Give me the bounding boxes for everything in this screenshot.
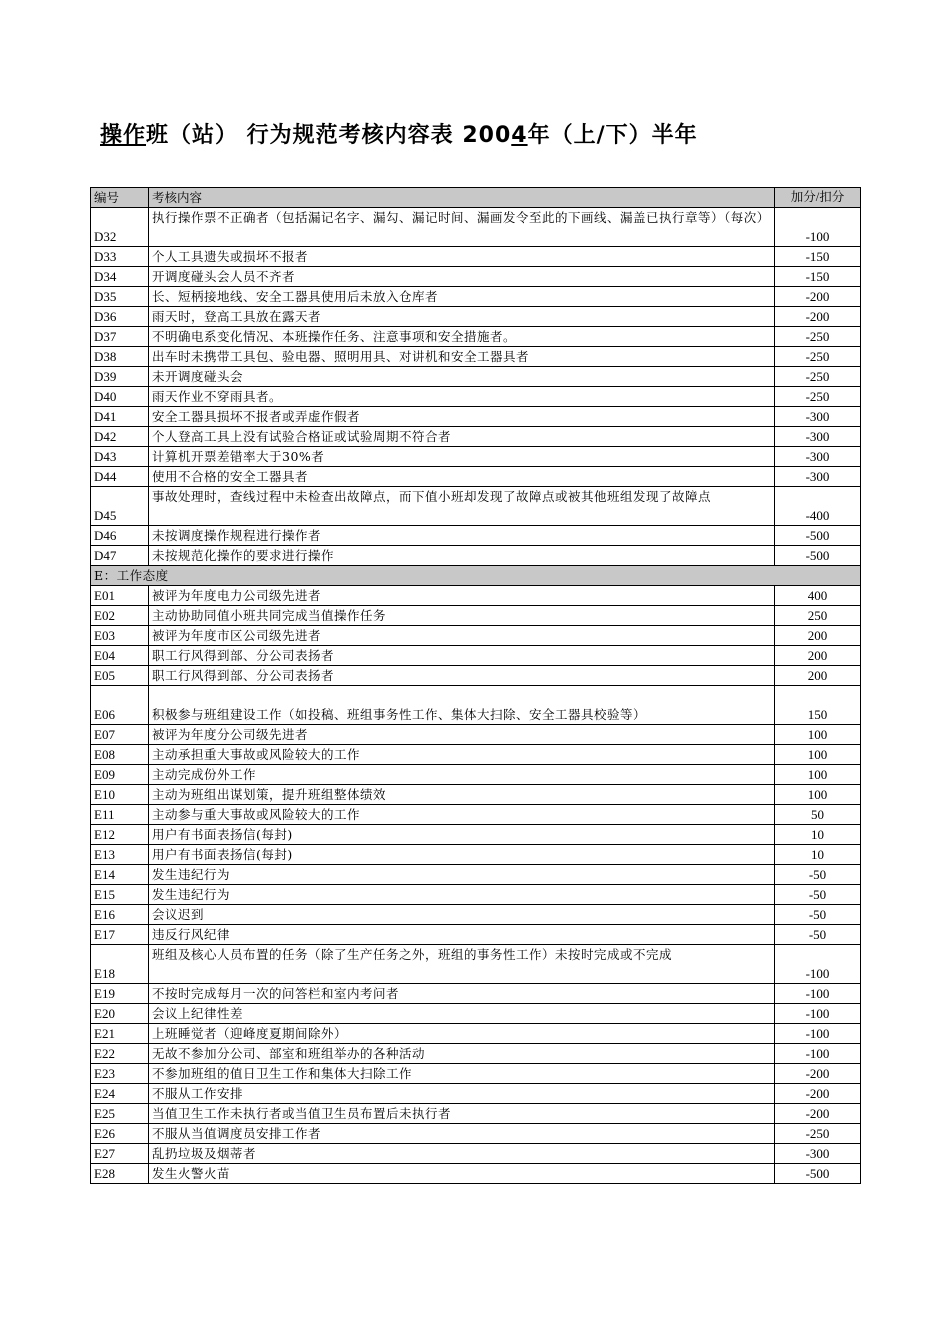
title-period: 年（上/下）半年 bbox=[527, 123, 698, 148]
row-code: E17 bbox=[91, 925, 149, 945]
row-code: D45 bbox=[91, 487, 149, 526]
row-score: -50 bbox=[775, 885, 861, 905]
row-code: E28 bbox=[91, 1164, 149, 1184]
row-code: E22 bbox=[91, 1044, 149, 1064]
table-row bbox=[91, 666, 861, 686]
title-department: 操作 bbox=[100, 123, 147, 148]
row-code: E20 bbox=[91, 1004, 149, 1024]
row-content: 不按时完成每月一次的问答栏和室内考问者 bbox=[149, 984, 775, 1004]
row-content: 无故不参加分公司、部室和班组举办的各种活动 bbox=[149, 1044, 775, 1064]
section-row bbox=[91, 566, 861, 586]
row-code: D37 bbox=[91, 327, 149, 347]
table-row bbox=[91, 606, 861, 626]
table-row bbox=[91, 387, 861, 407]
row-score: -200 bbox=[775, 307, 861, 327]
row-score: -300 bbox=[775, 447, 861, 467]
table-row bbox=[91, 467, 861, 487]
table-row bbox=[91, 407, 861, 427]
row-score: -500 bbox=[775, 526, 861, 546]
table-row bbox=[91, 945, 861, 984]
row-code: E09 bbox=[91, 765, 149, 785]
table-row bbox=[91, 745, 861, 765]
table-row bbox=[91, 347, 861, 367]
row-code: E07 bbox=[91, 725, 149, 745]
row-code: D46 bbox=[91, 526, 149, 546]
row-content: 职工行风得到部、分公司表扬者 bbox=[149, 666, 775, 686]
row-score: 150 bbox=[775, 686, 861, 725]
row-code: E25 bbox=[91, 1104, 149, 1124]
row-score: 10 bbox=[775, 845, 861, 865]
row-code: E14 bbox=[91, 865, 149, 885]
table-row bbox=[91, 1064, 861, 1084]
row-score: -400 bbox=[775, 487, 861, 526]
row-score: -500 bbox=[775, 1164, 861, 1184]
row-score: -150 bbox=[775, 267, 861, 287]
row-content: 被评为年度分公司级先进者 bbox=[149, 725, 775, 745]
table-row bbox=[91, 1004, 861, 1024]
row-code: E24 bbox=[91, 1084, 149, 1104]
row-code: D32 bbox=[91, 208, 149, 247]
row-content: 用户有书面表扬信(每封) bbox=[149, 845, 775, 865]
table-row bbox=[91, 905, 861, 925]
row-content: 积极参与班组建设工作（如投稿、班组事务性工作、集体大扫除、安全工器具校验等） bbox=[149, 686, 775, 725]
row-score: -300 bbox=[775, 1144, 861, 1164]
header-code: 编号 bbox=[91, 188, 149, 208]
row-score: -500 bbox=[775, 546, 861, 566]
row-code: E18 bbox=[91, 945, 149, 984]
row-content: 主动承担重大事故或风险较大的工作 bbox=[149, 745, 775, 765]
row-score: 250 bbox=[775, 606, 861, 626]
row-score: 100 bbox=[775, 745, 861, 765]
row-score: 400 bbox=[775, 586, 861, 606]
row-content: 事故处理时，查线过程中未检查出故障点，而下值小班却发现了故障点或被其他班组发现了故障点 bbox=[149, 487, 775, 526]
row-content: 计算机开票差错率大于30%者 bbox=[149, 447, 775, 467]
row-code: D38 bbox=[91, 347, 149, 367]
row-content: 未按规范化操作的要求进行操作 bbox=[149, 546, 775, 566]
row-code: D39 bbox=[91, 367, 149, 387]
row-content: 乱扔垃圾及烟蒂者 bbox=[149, 1144, 775, 1164]
table-row bbox=[91, 427, 861, 447]
row-score: 200 bbox=[775, 666, 861, 686]
row-content: 被评为年度电力公司级先进者 bbox=[149, 586, 775, 606]
row-content: 职工行风得到部、分公司表扬者 bbox=[149, 646, 775, 666]
row-content: 安全工器具损坏不报者或弄虚作假者 bbox=[149, 407, 775, 427]
row-content: 发生违纪行为 bbox=[149, 885, 775, 905]
row-score: -50 bbox=[775, 865, 861, 885]
table-row bbox=[91, 586, 861, 606]
table-row bbox=[91, 367, 861, 387]
row-score: 100 bbox=[775, 725, 861, 745]
row-content: 主动为班组出谋划策，提升班组整体绩效 bbox=[149, 785, 775, 805]
row-content: 主动协助同值小班共同完成当值操作任务 bbox=[149, 606, 775, 626]
row-code: E01 bbox=[91, 586, 149, 606]
row-code: D41 bbox=[91, 407, 149, 427]
row-content: 会议上纪律性差 bbox=[149, 1004, 775, 1024]
table-row bbox=[91, 1144, 861, 1164]
row-code: E02 bbox=[91, 606, 149, 626]
row-code: E11 bbox=[91, 805, 149, 825]
row-content: 个人登高工具上没有试验合格证或试验周期不符合者 bbox=[149, 427, 775, 447]
table-row bbox=[91, 1124, 861, 1144]
row-score: -250 bbox=[775, 327, 861, 347]
row-score: 50 bbox=[775, 805, 861, 825]
row-content: 被评为年度市区公司级先进者 bbox=[149, 626, 775, 646]
table-row bbox=[91, 208, 861, 247]
table-row bbox=[91, 825, 861, 845]
table-row bbox=[91, 686, 861, 725]
table-row bbox=[91, 1044, 861, 1064]
row-score: -100 bbox=[775, 208, 861, 247]
table-row bbox=[91, 925, 861, 945]
row-content: 使用不合格的安全工器具者 bbox=[149, 467, 775, 487]
row-score: -100 bbox=[775, 945, 861, 984]
table-row bbox=[91, 247, 861, 267]
header-content: 考核内容 bbox=[149, 188, 775, 208]
section-title: E：工作态度 bbox=[91, 566, 861, 586]
row-code: D36 bbox=[91, 307, 149, 327]
row-score: -50 bbox=[775, 905, 861, 925]
table-row bbox=[91, 845, 861, 865]
table-row bbox=[91, 725, 861, 745]
row-code: E26 bbox=[91, 1124, 149, 1144]
row-code: E21 bbox=[91, 1024, 149, 1044]
row-code: D34 bbox=[91, 267, 149, 287]
row-score: 200 bbox=[775, 626, 861, 646]
row-content: 执行操作票不正确者（包括漏记名字、漏勾、漏记时间、漏画发令至此的下画线、漏盖已执行章等）（每次） bbox=[149, 208, 775, 247]
row-content: 班组及核心人员布置的任务（除了生产任务之外，班组的事务性工作）未按时完成或不完成 bbox=[149, 945, 775, 984]
row-code: E23 bbox=[91, 1064, 149, 1084]
table-row bbox=[91, 865, 861, 885]
row-score: -250 bbox=[775, 387, 861, 407]
row-score: 100 bbox=[775, 765, 861, 785]
table-row bbox=[91, 487, 861, 526]
row-score: -200 bbox=[775, 1104, 861, 1124]
row-content: 不参加班组的值日卫生工作和集体大扫除工作 bbox=[149, 1064, 775, 1084]
row-score: -200 bbox=[775, 287, 861, 307]
row-code: D43 bbox=[91, 447, 149, 467]
row-content: 雨天作业不穿雨具者。 bbox=[149, 387, 775, 407]
row-score: 200 bbox=[775, 646, 861, 666]
row-content: 开调度碰头会人员不齐者 bbox=[149, 267, 775, 287]
row-score: -200 bbox=[775, 1064, 861, 1084]
table-row bbox=[91, 1024, 861, 1044]
row-code: E12 bbox=[91, 825, 149, 845]
table-row bbox=[91, 447, 861, 467]
table-row bbox=[91, 287, 861, 307]
row-score: -300 bbox=[775, 467, 861, 487]
table-row bbox=[91, 646, 861, 666]
row-code: D40 bbox=[91, 387, 149, 407]
row-code: D33 bbox=[91, 247, 149, 267]
row-code: D44 bbox=[91, 467, 149, 487]
row-score: -100 bbox=[775, 984, 861, 1004]
row-content: 个人工具遗失或损坏不报者 bbox=[149, 247, 775, 267]
row-code: E03 bbox=[91, 626, 149, 646]
table-row bbox=[91, 1164, 861, 1184]
row-score: -250 bbox=[775, 367, 861, 387]
row-code: E13 bbox=[91, 845, 149, 865]
row-content: 不服从工作安排 bbox=[149, 1084, 775, 1104]
row-score: -150 bbox=[775, 247, 861, 267]
title-year-digit: 4 bbox=[511, 123, 528, 148]
table-row bbox=[91, 805, 861, 825]
row-code: E16 bbox=[91, 905, 149, 925]
row-content: 雨天时，登高工具放在露天者 bbox=[149, 307, 775, 327]
row-content: 违反行风纪律 bbox=[149, 925, 775, 945]
title-main: 班（站） 行为规范考核内容表 200 bbox=[146, 123, 512, 148]
row-score: -50 bbox=[775, 925, 861, 945]
row-content: 未开调度碰头会 bbox=[149, 367, 775, 387]
row-score: -250 bbox=[775, 347, 861, 367]
row-code: E05 bbox=[91, 666, 149, 686]
row-code: E27 bbox=[91, 1144, 149, 1164]
table-row bbox=[91, 885, 861, 905]
row-score: -100 bbox=[775, 1024, 861, 1044]
table-row bbox=[91, 765, 861, 785]
row-score: -100 bbox=[775, 1004, 861, 1024]
row-content: 主动参与重大事故或风险较大的工作 bbox=[149, 805, 775, 825]
row-content: 不明确电系变化情况、本班操作任务、注意事项和安全措施者。 bbox=[149, 327, 775, 347]
row-score: -100 bbox=[775, 1044, 861, 1064]
row-content: 不服从当值调度员安排工作者 bbox=[149, 1124, 775, 1144]
row-content: 主动完成份外工作 bbox=[149, 765, 775, 785]
row-content: 出车时未携带工具包、验电器、照明用具、对讲机和安全工器具者 bbox=[149, 347, 775, 367]
header-score: 加分/扣分 bbox=[775, 188, 861, 208]
row-code: E15 bbox=[91, 885, 149, 905]
row-code: E08 bbox=[91, 745, 149, 765]
row-content: 未按调度操作规程进行操作者 bbox=[149, 526, 775, 546]
row-content: 发生违纪行为 bbox=[149, 865, 775, 885]
row-score: 10 bbox=[775, 825, 861, 845]
table-row bbox=[91, 327, 861, 347]
row-code: E19 bbox=[91, 984, 149, 1004]
table-row bbox=[91, 546, 861, 566]
table-row bbox=[91, 307, 861, 327]
table-row bbox=[91, 526, 861, 546]
page-title bbox=[100, 118, 698, 149]
row-code: E06 bbox=[91, 686, 149, 725]
table-row bbox=[91, 626, 861, 646]
row-content: 长、短柄接地线、安全工器具使用后未放入仓库者 bbox=[149, 287, 775, 307]
row-code: D47 bbox=[91, 546, 149, 566]
row-score: -300 bbox=[775, 407, 861, 427]
table-row bbox=[91, 1084, 861, 1104]
row-code: D35 bbox=[91, 287, 149, 307]
row-score: -250 bbox=[775, 1124, 861, 1144]
table-row bbox=[91, 267, 861, 287]
table-header-row bbox=[91, 188, 861, 208]
row-code: E10 bbox=[91, 785, 149, 805]
table-row bbox=[91, 1104, 861, 1124]
row-code: E04 bbox=[91, 646, 149, 666]
row-code: D42 bbox=[91, 427, 149, 447]
row-content: 上班睡觉者（迎峰度夏期间除外） bbox=[149, 1024, 775, 1044]
row-score: -300 bbox=[775, 427, 861, 447]
row-content: 发生火警火苗 bbox=[149, 1164, 775, 1184]
assessment-table bbox=[90, 187, 861, 1184]
row-content: 会议迟到 bbox=[149, 905, 775, 925]
row-content: 当值卫生工作未执行者或当值卫生员布置后未执行者 bbox=[149, 1104, 775, 1124]
table-row bbox=[91, 984, 861, 1004]
row-score: -200 bbox=[775, 1084, 861, 1104]
table-row bbox=[91, 785, 861, 805]
row-score: 100 bbox=[775, 785, 861, 805]
row-content: 用户有书面表扬信(每封) bbox=[149, 825, 775, 845]
